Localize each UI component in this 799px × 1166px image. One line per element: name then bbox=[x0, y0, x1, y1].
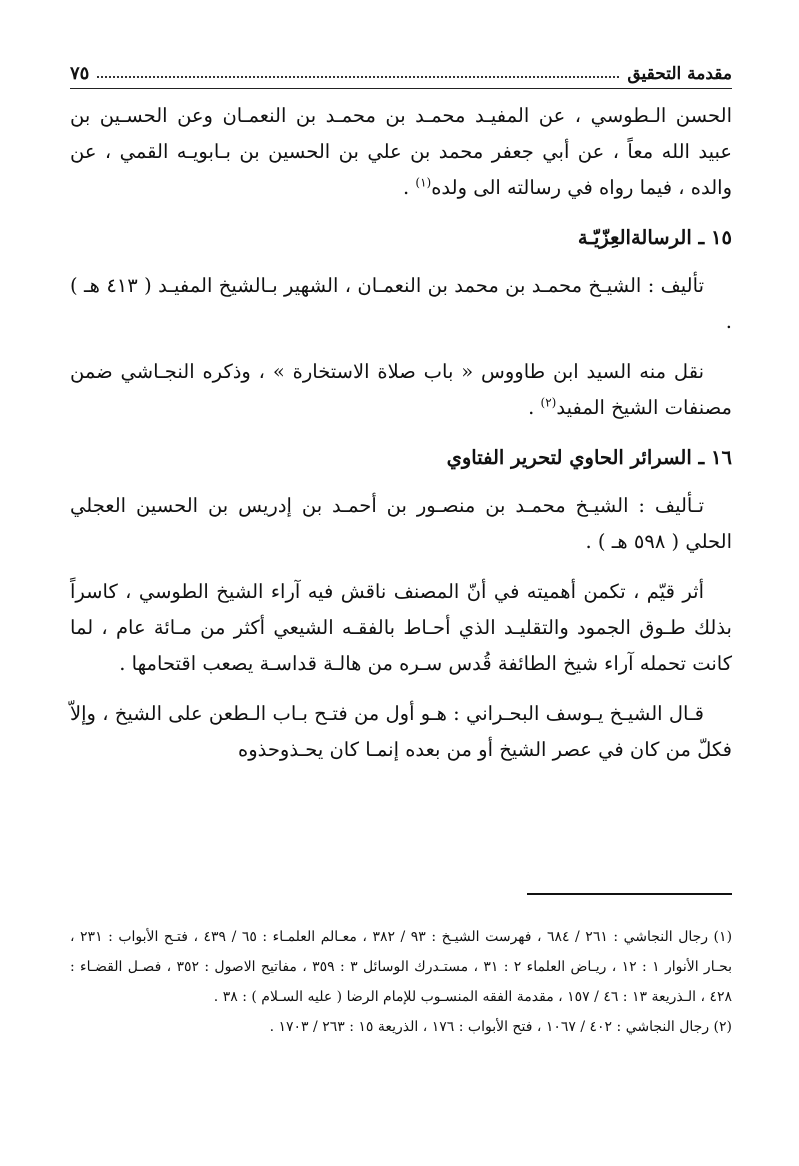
paragraph-1-text: الحسن الـطوسي ، عن المفيـد محمـد بن محمـد بن النعمـان وعن الحسـين بن عبيد الله معاً ، عن أبي جعفر محمد بن علي بن الحسين بن بـابويـه القمي ، عن والده ، فيما رواه في رسالته الى ولده bbox=[70, 104, 732, 199]
heading-15: ١٥ ـ الرسالةالعِزّيّـة bbox=[577, 226, 732, 249]
running-header bbox=[70, 52, 732, 89]
paragraph-6: قـال الشيـخ يـوسف البحـراني : هـو أول من فتـح بـاب الـطعن على الشيخ ، وإلاّ فكلّ من كان في عصر الشيخ أو من بعده إنمـا كان يحـذوحذوه bbox=[70, 702, 732, 761]
main-text bbox=[70, 98, 732, 768]
paragraph-3-text: نقل منه السيد ابن طاووس « باب صلاة الاستخارة » ، وذكره النجـاشي ضمن مصنفات الشيخ المفيد bbox=[70, 360, 732, 419]
paragraph-3 bbox=[70, 354, 732, 426]
running-header-title: مقدمة التحقيق bbox=[627, 64, 732, 84]
paragraph-1 bbox=[70, 98, 732, 206]
paragraph-5: أثر قيّم ، تكمن أهميته في أنّ المصنف ناقش فيه آراء الشيخ الطوسي ، كاسراً بذلك طـوق الجمود والتقليـد الذي أحـاط بالفقـه الشيعي أكثر من مـائة عام ، لما كانت تحمله آراء شيخ الطائفة قُدس سـره من هالـة قداسـة يصعب اقتحامها . bbox=[70, 580, 732, 675]
paragraph-1-end: . bbox=[402, 176, 416, 199]
footnotes bbox=[70, 922, 732, 1042]
footnote-2: (٢) رجال النجاشي : ٤٠٢ / ١٠٦٧ ، فتح الأبواب : ١٧٦ ، الذريعة ١٥ : ٢٦٣ / ١٧٠٣ . bbox=[269, 1019, 732, 1035]
paragraph-4: تـأليف : الشيـخ محمـد بن منصـور بن أحمـد بن إدريس بن الحسين العجلي الحلي ( ٥٩٨ هـ ) . bbox=[70, 494, 732, 553]
footnote-ref-2[interactable]: (٢) bbox=[540, 395, 557, 410]
paragraph-2: تأليف : الشيـخ محمـد بن محمد بن النعمـان ، الشهير بـالشيخ المفيـد ( ٤١٣ هـ ) . bbox=[70, 274, 732, 333]
paragraph-3-end: . bbox=[528, 396, 541, 419]
footnote-separator bbox=[527, 893, 732, 895]
footnote-ref-1[interactable]: (١) bbox=[415, 175, 432, 190]
footnote-1: (١) رجال النجاشي : ٢٦١ / ٦٨٤ ، فهرست الشيـخ : ٩٣ / ٣٨٢ ، معـالم العلمـاء : ٦٥ / ٤٣٩ ، فتـح الأبواب : ٢٣١ ، بحـار الأنوار ١ : ١٢ ، ريـاض العلماء ٢ : ٣١ ، مستـدرك الوسائل ٣ : ٣٥٩ ، مفاتيح الاصول : ٣٥٢ ، فصـل القضـاء : ٤٢٨ ، الـذريعة ١٣ : ٤٦ / ١٥٧ ، مقدمة الفقه المنسـوب للإمام الرضا ( عليه السـلام ) : ٣٨ . bbox=[70, 929, 733, 1005]
page-number: ٧٥ bbox=[70, 63, 90, 84]
heading-16: ١٦ ـ السرائر الحاوي لتحرير الفتاوي bbox=[446, 446, 732, 469]
leader-dots bbox=[97, 75, 619, 78]
